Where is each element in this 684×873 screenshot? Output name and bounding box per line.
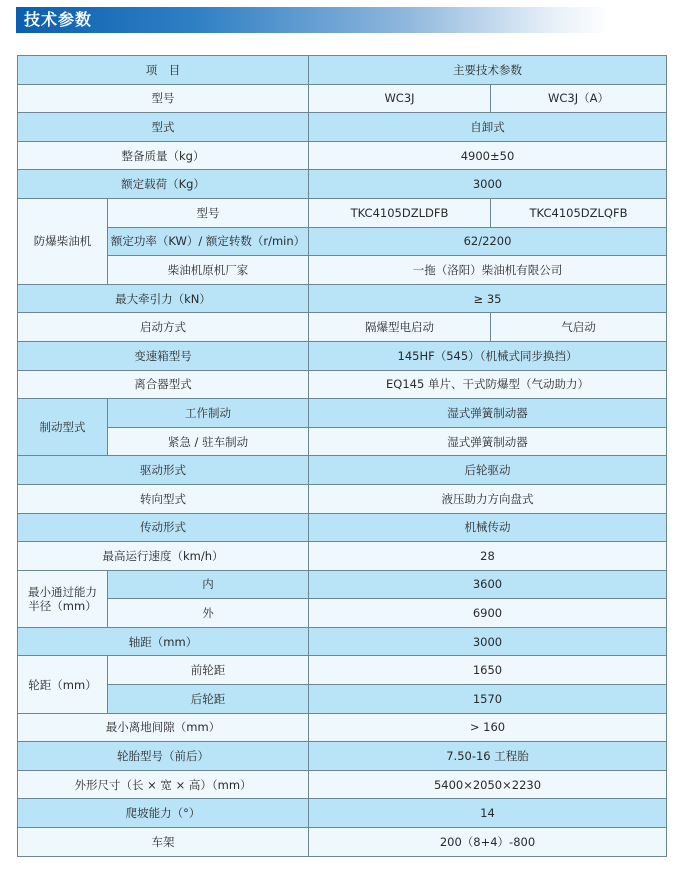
row-label: 柴油机原机厂家	[108, 256, 309, 285]
row-label: 额定功率（KW）/ 额定转数（r/min）	[108, 227, 309, 256]
row-value: 自卸式	[309, 113, 667, 142]
row-value: 一拖（洛阳）柴油机有限公司	[309, 256, 667, 285]
row-value: 200（8+4）-800	[309, 828, 667, 857]
row-label: 传动形式	[18, 513, 309, 542]
table-row	[18, 828, 667, 857]
row-value: 湿式弹簧制动器	[309, 427, 667, 456]
row-value: 液压助力方向盘式	[309, 484, 667, 513]
table-row	[18, 141, 667, 170]
table-row	[18, 599, 667, 628]
row-value: 145HF（545）（机械式同步换挡）	[309, 341, 667, 370]
row-label: 变速箱型号	[18, 341, 309, 370]
table-row	[18, 84, 667, 113]
table-row	[18, 313, 667, 342]
group-label: 制动型式	[18, 399, 108, 456]
group-label	[18, 570, 108, 627]
row-label: 后轮距	[108, 685, 309, 714]
row-value: 3000	[309, 170, 667, 199]
row-label: 最高运行速度（km/h）	[18, 542, 309, 571]
table-row	[18, 284, 667, 313]
table-row	[18, 484, 667, 513]
row-value: > 160	[309, 713, 667, 742]
table-row	[18, 456, 667, 485]
section-header-bar	[16, 7, 610, 33]
row-label: 驱动形式	[18, 456, 309, 485]
row-value: 隔爆型电启动	[309, 313, 491, 342]
row-value: 湿式弹簧制动器	[309, 399, 667, 428]
table-row	[18, 256, 667, 285]
table-row	[18, 399, 667, 428]
row-value: WC3J	[309, 84, 491, 113]
table-row	[18, 113, 667, 142]
header-item: 项 目	[18, 56, 309, 85]
row-label: 轴距（mm）	[18, 627, 309, 656]
row-value: 后轮驱动	[309, 456, 667, 485]
section-title: 技术参数	[24, 10, 93, 29]
row-label: 内	[108, 570, 309, 599]
group-label-line: 最小通过能力	[28, 584, 97, 599]
row-label: 最大牵引力（kN）	[18, 284, 309, 313]
row-value: 28	[309, 542, 667, 571]
table-row	[18, 370, 667, 399]
row-value: TKC4105DZLQFB	[491, 198, 667, 227]
row-value: 3600	[309, 570, 667, 599]
row-label: 启动方式	[18, 313, 309, 342]
table-row	[18, 685, 667, 714]
row-value: 3000	[309, 627, 667, 656]
row-label: 离合器型式	[18, 370, 309, 399]
row-label: 爬坡能力（°）	[18, 799, 309, 828]
row-value: TKC4105DZLDFB	[309, 198, 491, 227]
row-label: 整备质量（kg）	[18, 141, 309, 170]
row-label: 轮胎型号（前后）	[18, 742, 309, 771]
row-label: 前轮距	[108, 656, 309, 685]
row-label: 外	[108, 599, 309, 628]
row-value: EQ145 单片、干式防爆型（气动助力）	[309, 370, 667, 399]
table-row	[18, 170, 667, 199]
row-value: ≥ 35	[309, 284, 667, 313]
row-label: 转向型式	[18, 484, 309, 513]
row-value: WC3J（A）	[491, 84, 667, 113]
row-value: 1570	[309, 685, 667, 714]
group-label: 轮距（mm）	[18, 656, 108, 713]
row-value: 62/2200	[309, 227, 667, 256]
table-row	[18, 513, 667, 542]
row-label: 额定载荷（Kg）	[18, 170, 309, 199]
table-row	[18, 713, 667, 742]
row-label: 型号	[18, 84, 309, 113]
table-row	[18, 542, 667, 571]
table-row	[18, 799, 667, 828]
group-label: 防爆柴油机	[18, 198, 108, 284]
table-row	[18, 627, 667, 656]
table-row	[18, 770, 667, 799]
row-label: 最小离地间隙（mm）	[18, 713, 309, 742]
table-row	[18, 742, 667, 771]
row-value: 14	[309, 799, 667, 828]
table-row	[18, 227, 667, 256]
row-value: 6900	[309, 599, 667, 628]
row-value: 气启动	[491, 313, 667, 342]
row-label: 工作制动	[108, 399, 309, 428]
row-label: 型号	[108, 198, 309, 227]
table-row	[18, 198, 667, 227]
row-value: 7.50-16 工程胎	[309, 742, 667, 771]
row-label: 型式	[18, 113, 309, 142]
row-label: 车架	[18, 828, 309, 857]
table-header-row	[18, 56, 667, 85]
row-value: 机械传动	[309, 513, 667, 542]
spec-table	[17, 55, 667, 857]
table-row	[18, 341, 667, 370]
table-row	[18, 570, 667, 599]
table-row	[18, 656, 667, 685]
row-label: 紧急 / 驻车制动	[108, 427, 309, 456]
header-value: 主要技术参数	[309, 56, 667, 85]
row-value: 4900±50	[309, 141, 667, 170]
row-value: 1650	[309, 656, 667, 685]
row-label: 外形尺寸（长 × 宽 × 高）（mm）	[18, 770, 309, 799]
group-label-line: 半径（mm）	[28, 598, 97, 613]
row-value: 5400×2050×2230	[309, 770, 667, 799]
table-row	[18, 427, 667, 456]
